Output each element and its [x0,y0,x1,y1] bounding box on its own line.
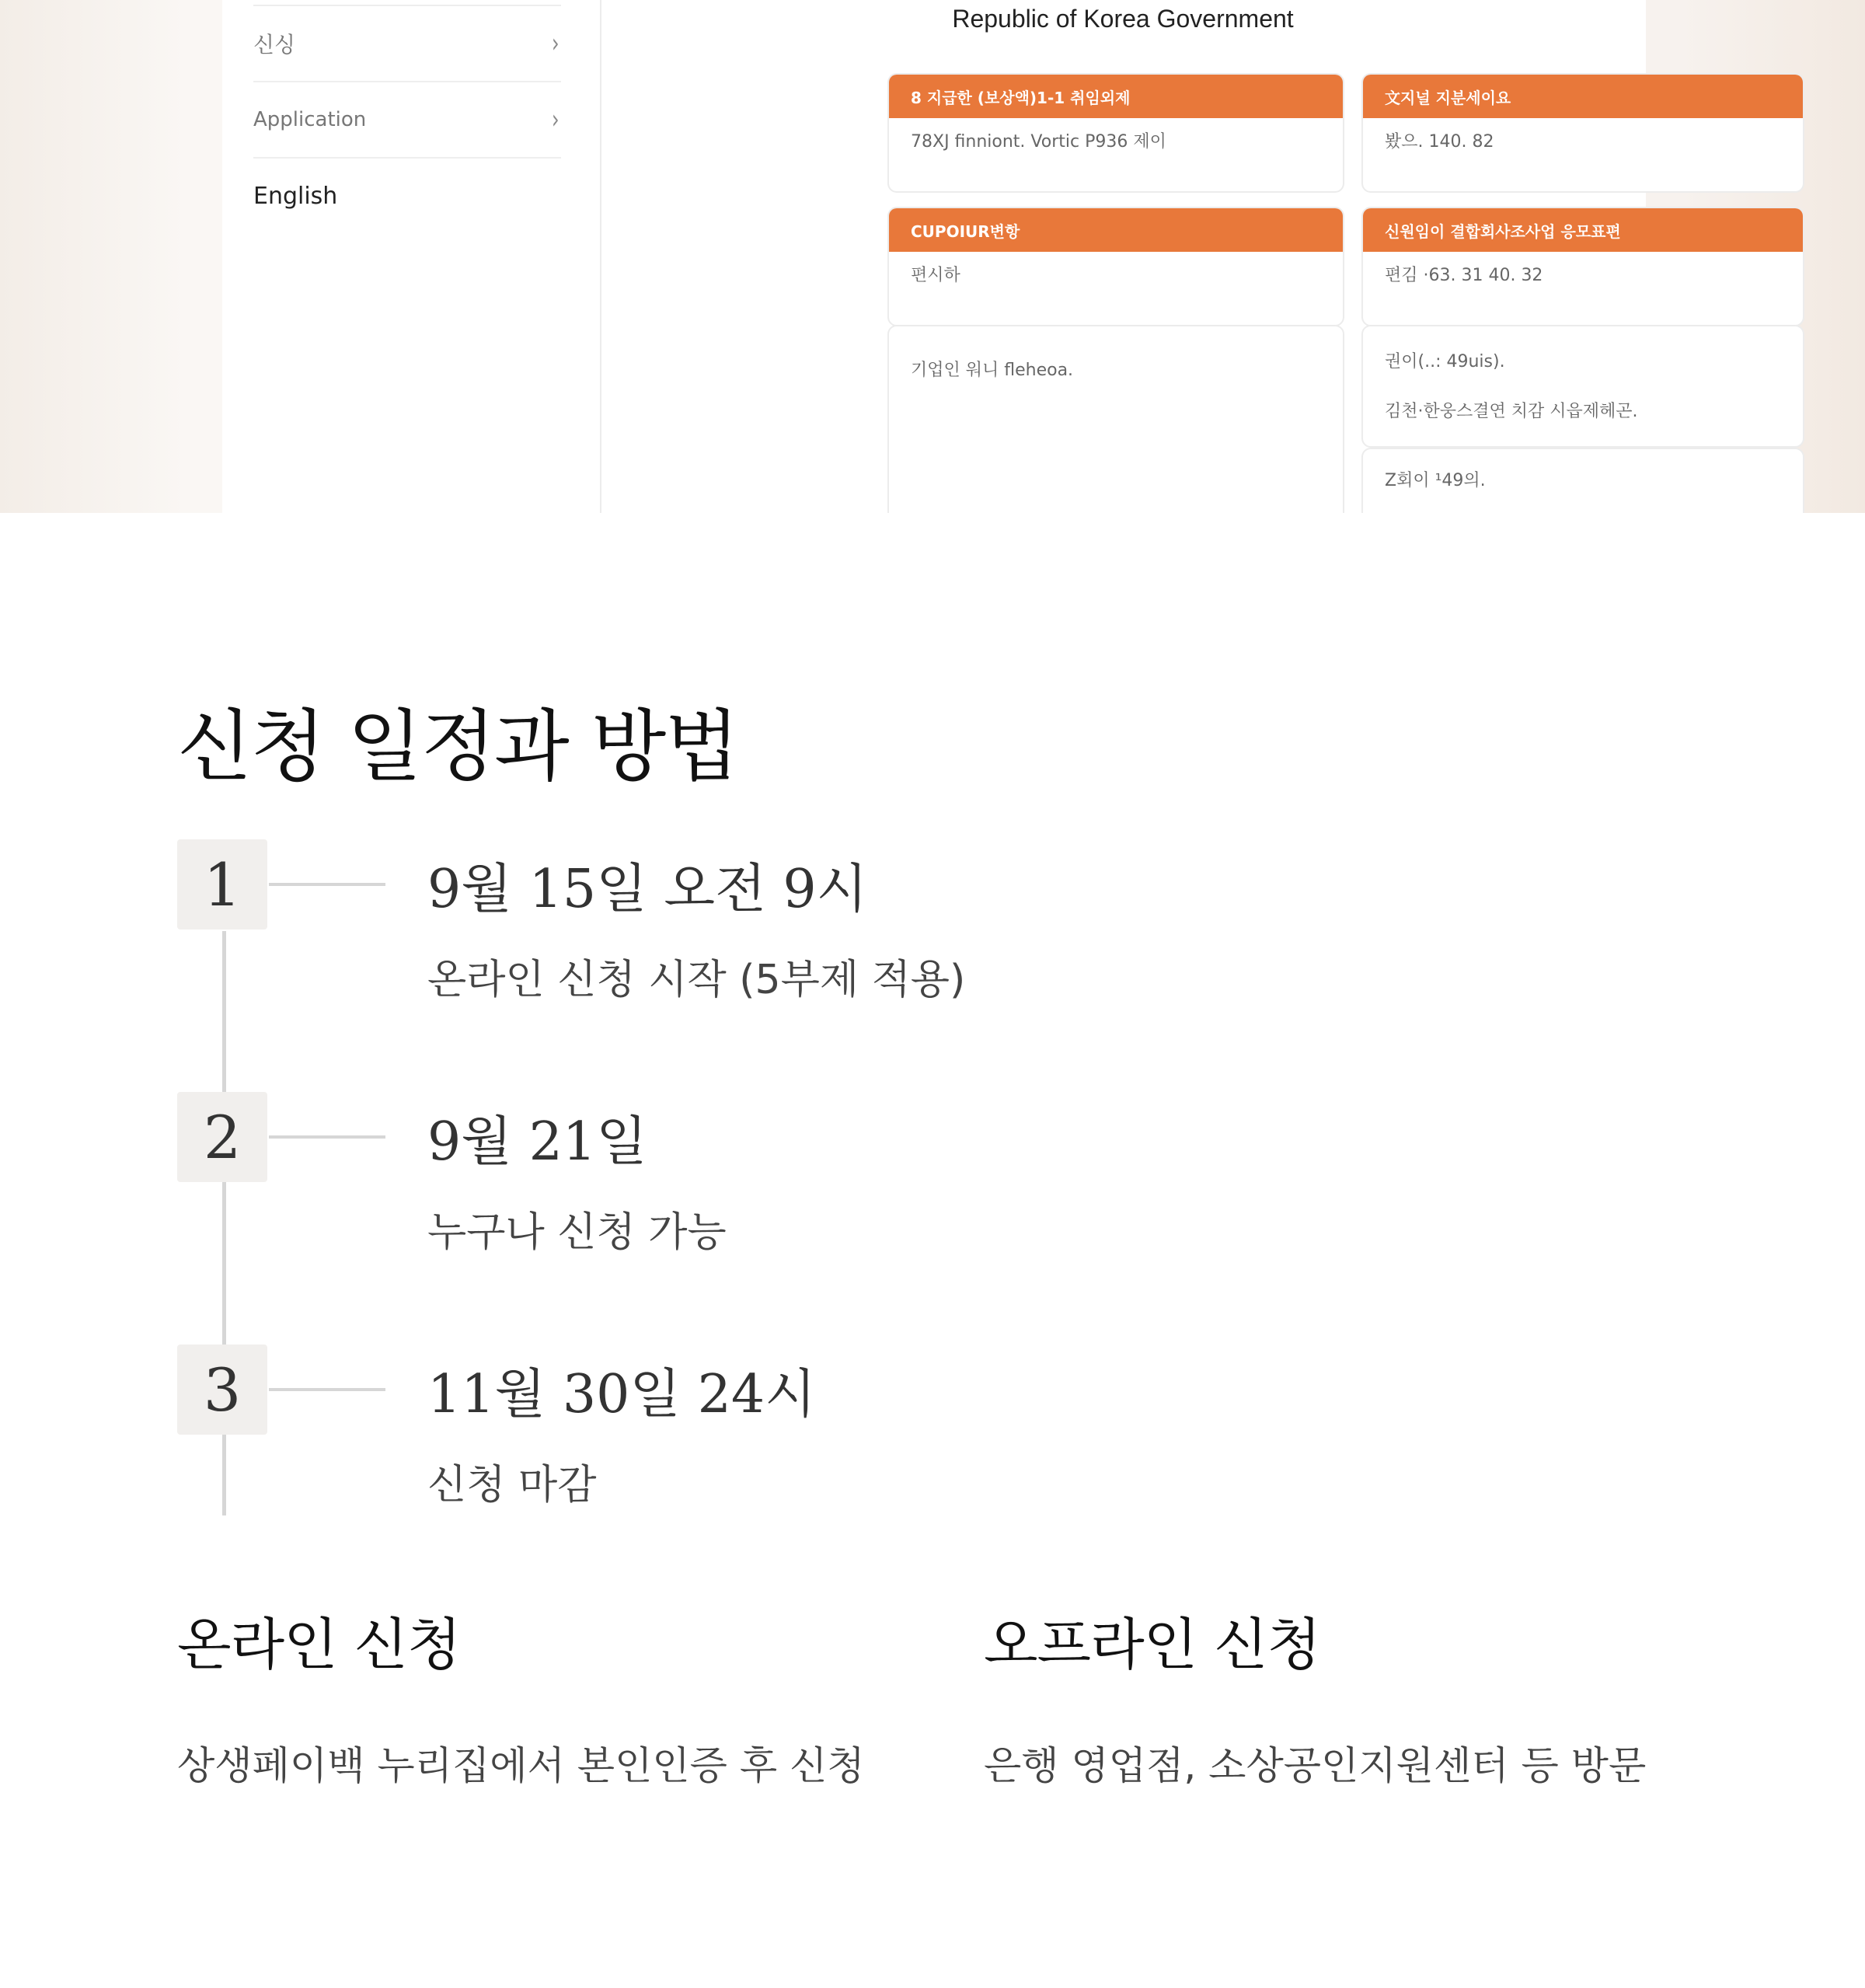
card-body: 편시하 [911,266,960,285]
card-body: 78XJ finniont. Vortic P936 제이 [911,132,1166,152]
info-card [887,325,1344,513]
sidebar-item-label: English [253,182,338,210]
card-body: 봤으. 140. 82 [1385,132,1494,152]
online-method-title: 온라인 신청 [177,1612,461,1677]
step-number-badge: 3 [177,1345,267,1435]
card-body: 권이(..: 49uis). [1385,352,1505,371]
embedded-screenshot [0,0,1865,513]
info-card [1361,73,1804,193]
step-number-badge: 1 [177,839,267,929]
card-body: 편김 ·63. 31 40. 32 [1385,266,1543,285]
app-window [222,0,1646,513]
sidebar-item-apply[interactable] [253,5,561,81]
card-body: 김천·한웅스결연 치감 시읍제헤곤. [1385,402,1638,421]
sidebar-item-label: Application [253,108,367,131]
info-card [1361,207,1804,326]
sidebar-item-label: 신싱 [253,32,296,58]
online-method-description: 상생페이백 누리집에서 본인인증 후 신청 [177,1743,865,1788]
online-method [177,1599,939,1791]
offline-method-title: 오프라인 신청 [984,1612,1321,1677]
step-description: 온라인 신청 시작 (5부제 적용) [427,957,966,1003]
card-header: 8 지급한 (보상액)1-1 취임외제 [889,75,1343,118]
section-title: 신청 일정과 방법 [177,701,738,792]
info-card [1361,448,1804,513]
step-connector [269,1135,385,1139]
sidebar-item-english[interactable] [253,157,561,233]
offline-method-description: 은행 영업점, 소상공인지원센터 등 방문 [984,1743,1647,1788]
card-body: 기업인 워니 fleheoa. [911,361,1074,380]
sidebar [222,0,601,513]
step-date: 9월 21일 [427,1111,647,1173]
step-number-badge: 2 [177,1092,267,1182]
card-header: 신원임이 결합회사조사업 응모표편 [1363,208,1803,252]
step-connector [269,883,385,886]
info-card [887,73,1344,193]
chevron-right-icon: › [552,104,560,135]
offline-method [984,1599,1745,1791]
step-description: 신청 마감 [427,1462,597,1508]
info-card [1361,325,1804,448]
card-header: 文지널 지분세이요 [1363,75,1803,118]
chevron-right-icon: › [552,28,560,59]
step-connector [269,1388,385,1391]
step-description: 누구나 신청 가능 [427,1209,727,1256]
timeline-step [177,839,1654,1026]
info-card [887,207,1344,326]
timeline-step [177,1345,1654,1531]
step-date: 11월 30일 24시 [427,1364,816,1425]
government-title: Republic of Korea Government [952,5,1294,33]
card-body: Z회이 ¹49의. [1385,471,1486,490]
card-header: CUPOIUR변항 [889,208,1343,252]
timeline-step [177,1092,1654,1278]
sidebar-item-application[interactable] [253,81,561,157]
main-content [600,0,1646,513]
step-date: 9월 15일 오전 9시 [427,859,868,920]
